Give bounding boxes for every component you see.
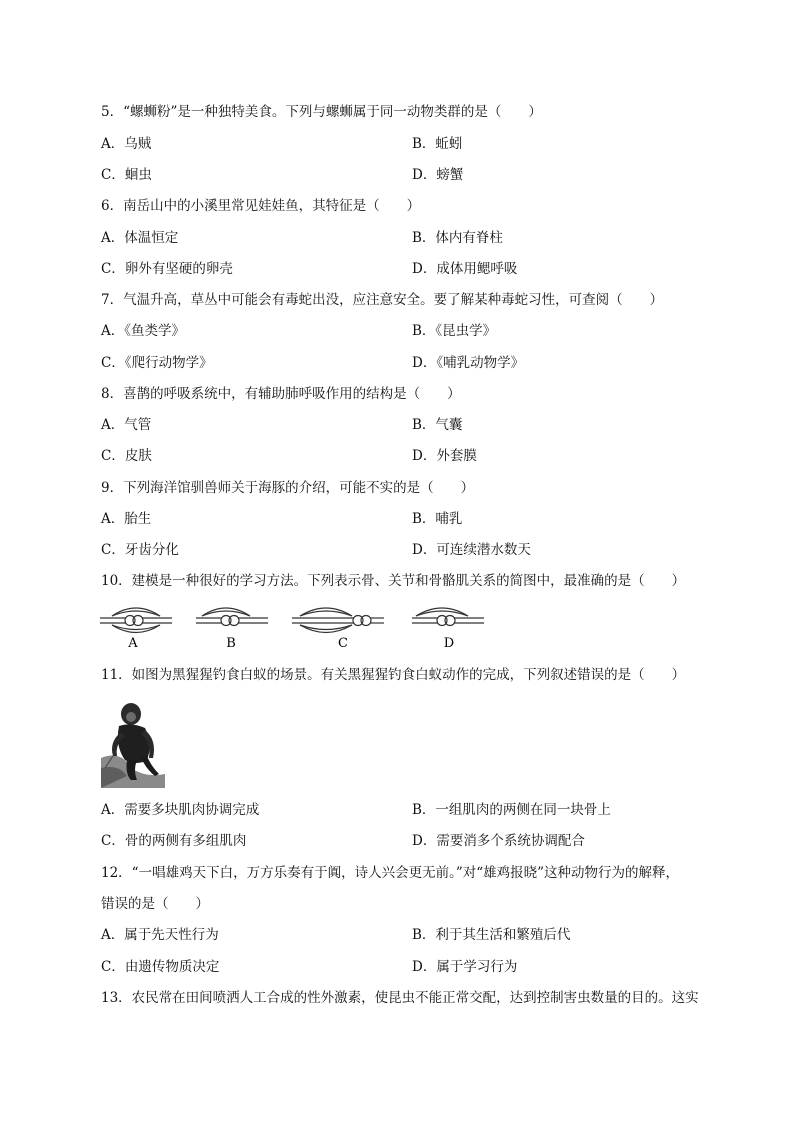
question-12-option-b[interactable]: B．利于其生活和繁殖后代 xyxy=(412,927,571,943)
question-7-option-d[interactable]: D．《哺乳动物学》 xyxy=(412,355,525,371)
question-9-option-c[interactable]: C．牙齿分化 xyxy=(101,542,179,558)
question-10-stem: 10．建模是一种很好的学习方法。下列表示骨、关节和骨骼肌关系的简图中，最准确的是（ ） xyxy=(101,573,686,589)
question-5-option-b[interactable]: B．蚯蚓 xyxy=(412,136,463,152)
question-9-option-b[interactable]: B．哺乳 xyxy=(412,511,463,527)
diagram-a-label: A xyxy=(128,636,138,650)
question-5-stem: 5．“螺蛳粉”是一种独特美食。下列与螺蛳属于同一动物类群的是（ ） xyxy=(101,104,542,120)
question-5-option-c[interactable]: C．蛔虫 xyxy=(101,167,152,183)
question-7-option-a[interactable]: A．《鱼类学》 xyxy=(101,323,185,339)
question-11-stem: 11．如图为黑猩猩钓食白蚁的场景。有关黑猩猩钓食白蚁动作的完成，下列叙述错误的是（ ） xyxy=(101,667,686,683)
question-7-option-b[interactable]: B．《昆虫学》 xyxy=(412,323,497,339)
question-8-option-c[interactable]: C．皮肤 xyxy=(101,448,152,464)
question-11-option-c[interactable]: C．骨的两侧有多组肌肉 xyxy=(101,833,247,849)
diagram-d[interactable] xyxy=(412,608,484,626)
question-9-option-d[interactable]: D．可连续潜水数天 xyxy=(412,542,531,558)
question-8-option-d[interactable]: D．外套膜 xyxy=(412,448,477,464)
question-13-stem: 13．农民常在田间喷洒人工合成的性外激素，使昆虫不能正常交配，达到控制害虫数量的目的。这实 xyxy=(101,990,699,1006)
question-12-option-c[interactable]: C．由遗传物质决定 xyxy=(101,959,220,975)
question-8-option-b[interactable]: B．气囊 xyxy=(412,417,463,433)
diagram-c-label: C xyxy=(338,636,348,650)
question-11-option-b[interactable]: B．一组肌肉的两侧在同一块骨上 xyxy=(412,802,611,818)
question-8-stem: 8．喜鹊的呼吸系统中，有辅助肺呼吸作用的结构是（ ） xyxy=(101,386,461,402)
question-7-option-c[interactable]: C．《爬行动物学》 xyxy=(101,355,213,371)
question-12-stem: 12．“一唱雄鸡天下白，万方乐奏有于阗，诗人兴会更无前。”对“雄鸡报晓”这种动物行为的解释， xyxy=(101,865,680,881)
question-11-option-a[interactable]: A．需要多块肌肉协调完成 xyxy=(101,802,260,818)
question-7-stem: 7．气温升高，草丛中可能会有毒蛇出没，应注意安全。要了解某种毒蛇习性，可查阅（ ） xyxy=(101,292,664,308)
question-11-option-d[interactable]: D．需要消多个系统协调配合 xyxy=(412,833,585,849)
question-6-option-b[interactable]: B．体内有脊柱 xyxy=(412,230,503,246)
question-6-option-c[interactable]: C．卵外有坚硬的卵壳 xyxy=(101,261,233,277)
question-6-option-d[interactable]: D．成体用鳃呼吸 xyxy=(412,261,518,277)
diagram-d-label: D xyxy=(443,636,455,650)
diagram-b-label: B xyxy=(226,636,236,650)
question-12-stem-continued: 错误的是（ ） xyxy=(101,896,209,912)
model-diagram-svg xyxy=(100,604,500,650)
bone-joint-muscle-diagrams xyxy=(100,604,500,650)
question-9-stem: 9．下列海洋馆驯兽师关于海豚的介绍，可能不实的是（ ） xyxy=(101,480,475,496)
diagram-a[interactable] xyxy=(100,608,172,633)
question-12-option-d[interactable]: D．属于学习行为 xyxy=(412,959,518,975)
question-8-option-a[interactable]: A．气管 xyxy=(101,417,152,433)
question-5-option-d[interactable]: D．螃蟹 xyxy=(412,167,464,183)
question-5-option-a[interactable]: A．乌贼 xyxy=(101,136,152,152)
diagram-c[interactable] xyxy=(292,608,384,633)
question-9-option-a[interactable]: A．胎生 xyxy=(101,511,152,527)
chimpanzee-image xyxy=(101,698,165,788)
question-6-option-a[interactable]: A．体温恒定 xyxy=(101,230,179,246)
diagram-b[interactable] xyxy=(196,608,268,626)
question-6-stem: 6．南岳山中的小溪里常见娃娃鱼，其特征是（ ） xyxy=(101,198,421,214)
question-12-option-a[interactable]: A．属于先天性行为 xyxy=(101,927,219,943)
